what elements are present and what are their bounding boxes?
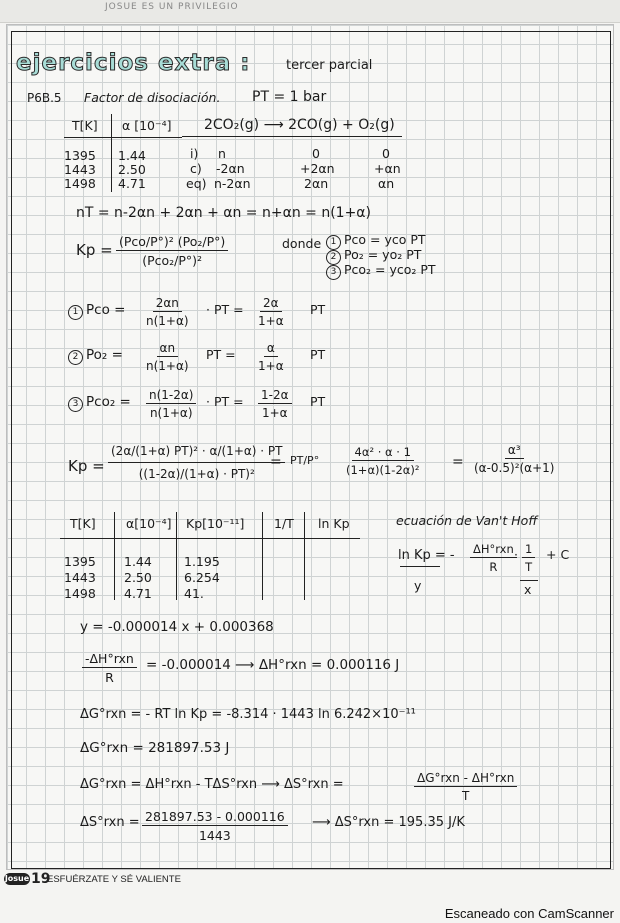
- table1-divider: [111, 114, 112, 192]
- kp-expr-mid-den: (1+α)(1-2α)²: [346, 463, 420, 477]
- footer-motto: ESFUÉRZATE Y SÉ VALIENTE: [47, 874, 181, 885]
- kp-table-divider: [114, 512, 115, 600]
- kp-expr-res-num: α³: [505, 443, 524, 459]
- dh-den: R: [105, 670, 114, 685]
- partial-0-f2-den: 1+α: [258, 314, 284, 328]
- vant-hoff-dh-num: ΔH°rxn: [470, 542, 517, 558]
- page-title: ejercicios extra :: [16, 50, 251, 76]
- partial-0-lhs: 1 Pco =: [68, 304, 125, 320]
- kp-table-divider: [262, 512, 263, 600]
- partial-2-mid: · PT =: [206, 394, 244, 409]
- reaction-i-1: 0: [312, 146, 320, 161]
- kp-table-cell: 1.195: [184, 554, 220, 569]
- final-den: 1443: [198, 828, 231, 843]
- kp-table-cell: 4.71: [124, 586, 152, 601]
- where-item-2: 2 Po₂ = yo₂ PT: [326, 249, 421, 265]
- reaction-label-c: c): [190, 161, 202, 176]
- partial-2-fraction-1: [146, 388, 196, 420]
- kp-expr-num: (2α/(1+α) PT)² · α/(1+α) · PT: [108, 444, 285, 463]
- reaction-i-0: n: [218, 146, 226, 161]
- vant-hoff-dh-den: R: [489, 560, 498, 574]
- kp-expr-mid-num: 4α² · α · 1: [352, 445, 414, 461]
- ds-num: ΔG°rxn - ΔH°rxn: [414, 771, 517, 787]
- reaction-c-1: +2αn: [300, 161, 335, 176]
- kp-expr-den: ((1-2α)/(1+α) · PT)²: [138, 467, 255, 481]
- problem-label: P6B.5: [27, 91, 62, 105]
- partial-1-f1-den: n(1+α): [146, 359, 189, 373]
- partial-2-f1-den: n(1+α): [149, 406, 193, 420]
- vant-hoff-lhs: ln Kp = -: [398, 548, 455, 563]
- partial-0-tail: PT: [310, 302, 326, 317]
- kp-expr-mid-pre: PT/P°: [290, 454, 320, 467]
- partial-1-mid: PT =: [206, 347, 236, 362]
- partial-1-tail: PT: [310, 347, 326, 362]
- kp-expr-fraction: [108, 444, 285, 481]
- dh-num: -ΔH°rxn: [82, 651, 137, 668]
- reaction-i-2: 0: [382, 146, 390, 161]
- partial-0-fraction-2: [258, 296, 284, 328]
- final-lhs: ΔS°rxn =: [80, 815, 140, 830]
- vant-hoff-y-rule: [400, 566, 440, 567]
- kp-expr-eq2: =: [270, 454, 282, 470]
- kp-table-divider: [176, 512, 177, 600]
- partial-1-lhs: 2 Po₂ =: [68, 349, 123, 365]
- table1-t-1: 1443: [64, 162, 96, 177]
- partial-2-fraction-2: [258, 388, 292, 420]
- vant-hoff-inv-fraction: [522, 542, 535, 574]
- kp-table-cell: 1443: [64, 570, 96, 585]
- circle-1-icon: 1: [326, 235, 341, 250]
- table1-alpha-0: 1.44: [118, 148, 146, 163]
- kp-table-cell: 1395: [64, 554, 96, 569]
- reaction-c-0: -2αn: [216, 161, 245, 176]
- partial-0-fraction-1: [146, 296, 189, 328]
- reaction-label-i: i): [190, 146, 199, 161]
- dg-relation: ΔG°rxn = ΔH°rxn - TΔS°rxn ⟶ ΔS°rxn =: [80, 777, 344, 792]
- vant-hoff-dh-fraction: [470, 542, 517, 574]
- camscanner-watermark: Escaneado con CamScanner: [444, 906, 614, 921]
- dg-equation: ΔG°rxn = - RT ln Kp = -8.314 · 1443 ln 6.242×10⁻¹¹: [80, 707, 416, 722]
- kp-def-fraction: [116, 234, 228, 268]
- partial-2-tail: PT: [310, 394, 326, 409]
- regression-line: y = -0.000014 x + 0.000368: [80, 619, 274, 635]
- ds-den: T: [462, 789, 470, 803]
- kp-def-num: (Pco/P°)² (Po₂/P°): [116, 234, 228, 251]
- table1-header-t: T[K]: [72, 118, 98, 133]
- final-num: 281897.53 - 0.000116: [142, 809, 288, 826]
- kp-def-den: (Pco₂/P°)²: [142, 253, 203, 268]
- reaction-label-eq: eq): [186, 176, 207, 191]
- reaction-c-2: +αn: [374, 161, 401, 176]
- kp-table-cell: 6.254: [184, 570, 220, 585]
- vant-hoff-y-label: y: [414, 578, 422, 593]
- problem-pressure: PT = 1 bar: [252, 89, 327, 105]
- partial-1-f1-num: αn: [157, 341, 179, 357]
- reaction-rule: [182, 136, 402, 137]
- problem-description: Factor de disociación.: [84, 90, 221, 105]
- kp-expr-lhs: Kp =: [68, 457, 105, 475]
- vant-hoff-inv-den: T: [525, 560, 533, 574]
- final-result: ⟶ ΔS°rxn = 195.35 J/K: [312, 815, 465, 830]
- vant-hoff-tail: + C: [546, 547, 570, 562]
- partial-1-fraction-1: [146, 341, 189, 373]
- circle-3-icon: 3: [326, 265, 341, 280]
- kp-def-lhs: Kp =: [76, 241, 113, 259]
- table1-header-alpha: α [10⁻⁴]: [122, 118, 172, 133]
- vant-hoff-dot: ·: [514, 547, 518, 562]
- vant-hoff-x-rule: [520, 580, 538, 581]
- partial-2-lhs: 3 Pco₂ =: [68, 396, 131, 412]
- kp-table-divider: [304, 512, 305, 600]
- kp-table-header-rule: [60, 538, 360, 539]
- nt-equation: nT = n-2αn + 2αn + αn = n+αn = n(1+α): [76, 205, 371, 221]
- kp-table-cell: 41.: [184, 586, 204, 601]
- kp-table-cell: 2.50: [124, 570, 152, 585]
- kp-table-header: 1/T: [274, 516, 294, 531]
- dg-result: ΔG°rxn = 281897.53 J: [80, 740, 230, 756]
- kp-table-cell: 1498: [64, 586, 96, 601]
- partial-2-f2-num: 1-2α: [258, 388, 292, 404]
- partial-1-f2-num: α: [264, 341, 278, 357]
- circle-2-icon: 2: [68, 350, 83, 365]
- where-item-1: 1 Pco = yco PT: [326, 234, 426, 250]
- vant-hoff-title: ecuación de Van't Hoff: [396, 513, 538, 528]
- partial-0-mid: · PT =: [206, 302, 244, 317]
- partial-0-f1-den: n(1+α): [146, 314, 189, 328]
- partial-2-f2-den: 1+α: [261, 406, 288, 420]
- kp-expr-result-fraction: [474, 443, 554, 475]
- kp-table-header: T[K]: [70, 516, 96, 531]
- dh-result: = -0.000014 ⟶ ΔH°rxn = 0.000116 J: [146, 657, 400, 673]
- partial-2-f1-num: n(1-2α): [146, 388, 196, 404]
- top-strip-text: JOSUE ES UN PRIVILEGIO: [105, 2, 239, 12]
- reaction-equation: 2CO₂(g) ⟶ 2CO(g) + O₂(g): [204, 117, 395, 133]
- kp-expr-mid-fraction: [346, 445, 419, 477]
- table1-t-0: 1395: [64, 148, 96, 163]
- vant-hoff-x-label: x: [524, 582, 532, 597]
- kp-table-header: ln Kp: [318, 516, 350, 531]
- dh-fraction: [82, 651, 137, 685]
- footer-logo: Josue: [4, 874, 30, 883]
- top-strip: [0, 0, 620, 23]
- kp-table-header: Kp[10⁻¹¹]: [186, 516, 245, 531]
- partial-0-f2-num: 2α: [260, 296, 282, 312]
- ds-fraction: [414, 771, 517, 803]
- table1-alpha-1: 2.50: [118, 162, 146, 177]
- partial-1-fraction-2: [258, 341, 284, 373]
- vant-hoff-inv-num: 1: [522, 542, 535, 558]
- kp-table-cell: 1.44: [124, 554, 152, 569]
- reaction-eq-2: αn: [378, 176, 395, 191]
- table1-alpha-2: 4.71: [118, 176, 146, 191]
- where-item-3: 3 Pco₂ = yco₂ PT: [326, 264, 436, 280]
- circle-3-icon: 3: [68, 397, 83, 412]
- partial-1-f2-den: 1+α: [258, 359, 284, 373]
- kp-table-header: α[10⁻⁴]: [126, 516, 172, 531]
- kp-def-where: donde: [282, 236, 322, 251]
- table1-t-2: 1498: [64, 176, 96, 191]
- circle-2-icon: 2: [326, 250, 341, 265]
- table1-header-rule: [64, 137, 182, 138]
- page-number: 19: [31, 871, 51, 887]
- reaction-eq-1: 2αn: [304, 176, 329, 191]
- page-subtitle: tercer parcial: [286, 58, 373, 73]
- kp-expr-res-den: (α-0.5)²(α+1): [474, 461, 555, 475]
- final-fraction: [142, 809, 288, 843]
- kp-expr-eq3: =: [452, 454, 464, 470]
- circle-1-icon: 1: [68, 305, 83, 320]
- partial-0-f1-num: 2αn: [153, 296, 182, 312]
- reaction-eq-0: n-2αn: [214, 176, 251, 191]
